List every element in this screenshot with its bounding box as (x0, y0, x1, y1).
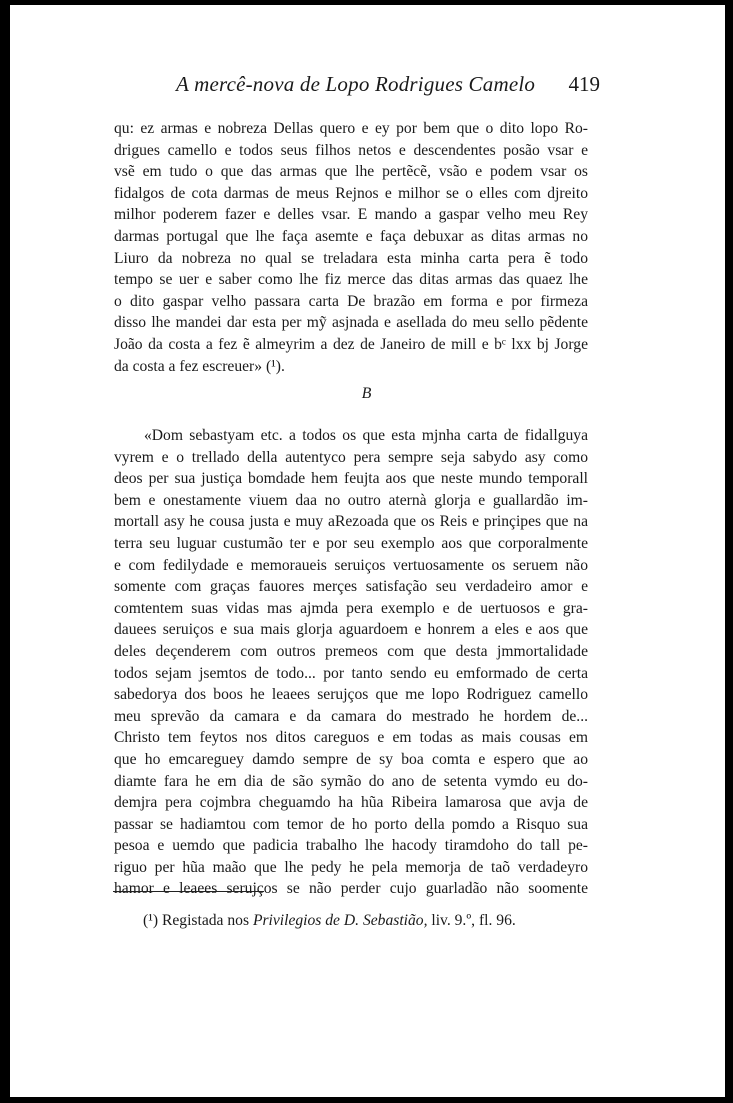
text-line: «Dom sebastyam etc. a todos os que esta mjnha carta de fidallguya (144, 427, 588, 444)
body-text-block-1 (114, 118, 588, 377)
text-line: pesoa e uemdo que padicia trabalho lhe hacody tiramdoho do tall pe- (114, 837, 588, 855)
text-line: darmas portugal que lhe faça asemte e faça debuxar as ditas armas no (114, 227, 588, 245)
text-line: o dito gaspar velho passara carta De brazão em forma e por firmeza (114, 292, 588, 310)
text-line: sabedorya dos boos he leaees serujços que me lopo Rodriguez camello (114, 686, 588, 704)
text-line: vsẽ em tudo o que das armas que lhe pertẽcẽ, vsão e podem vsar os (114, 163, 588, 181)
page-number: 419 (568, 72, 600, 96)
body-text-block-2 (114, 425, 588, 900)
text-line: disso lhe mandei dar esta per mỹ asjnada e asellada do meu sello pẽdente (114, 314, 588, 332)
text-line: demjra pera cojmbra cheguamdo ha hũa Ribeira lamarosa que avja de (114, 794, 588, 812)
text-line: tempo se uer e saber como lhe fiz merce das ditas armas das quaez lhe (114, 271, 588, 289)
text-line: passar se hadiamtou com temor de ho porto della pomdo a Risquo sua (114, 815, 588, 833)
text-line: todos sejam jsemtos de todo... por tanto sendo eu emformado de certa (114, 664, 588, 682)
text-line: João da costa a fez ẽ almeyrim a dez de Janeiro de mill e bᶜ lxx bj Jorge (114, 335, 588, 353)
footnote-marker: (¹) (143, 912, 159, 929)
footnote-title: Privilegios de D. Sebastião, (252, 912, 428, 929)
text-line: drigues camello e todos seus filhos netos e descendentes posão vsar e (114, 141, 588, 159)
text-line: terra seu luguar custumão ter e por seu exemplo aos que corporalmente (114, 534, 588, 552)
footnote-rule (113, 891, 264, 892)
text-line: mortall asy he cousa justa e muy aRezoada que os Reis e prinçipes que na (114, 513, 588, 531)
footnote-lead: Registada nos (161, 912, 250, 929)
text-line: qu: ez armas e nobreza Dellas quero e ey por bem que o dito lopo Ro- (114, 120, 588, 137)
text-line: vyrem e o trellado della autentyco pera sempre seja sabydo asy como (114, 448, 588, 466)
footnote-ref: liv. 9.º, fl. 96. (431, 912, 516, 929)
text-line: que ho emcareguey damdo sempre de sy boa comta e espero que ao (114, 750, 588, 768)
text-line: deos per sua justiça bomdade hem feujta aos que neste mundo temporall (114, 470, 588, 488)
text-line: comtentem suas vidas mas ajmda pera exemplo e de uertuosos e gra- (114, 599, 588, 617)
text-line: meu sprevão da camara e da camara do mestrado he hordem de... (114, 707, 588, 725)
text-line: deles deçenderem com outros premeos com que desta jmmortalidade (114, 642, 588, 660)
text-line: Christo tem feytos nos ditos careguos e em todas as mais cousas em (114, 729, 588, 747)
text-line: somente com graças fauores merçes satisfação seu verdadeiro amor e (114, 578, 588, 596)
footnote (143, 912, 516, 930)
text-line: milhor poderem fazer e delles vsar. E mando a gaspar velho meu Rey (114, 206, 588, 224)
text-line: fidalgos de cota darmas de meus Rejnos e milhor se o elles com djreito (114, 184, 588, 202)
text-line: diamte fara he em dia de são symão do ano de setenta vymdo eu do- (114, 772, 588, 790)
running-head (110, 72, 600, 102)
text-line: riguo per hũa maão que lhe pedy he pela memorja de taõ verdadeyro (114, 858, 588, 876)
text-line: da costa a fez escreuer» (¹). (114, 357, 285, 375)
text-line: Liuro da nobreza no qual se treladara esta minha carta pera ẽ todo (114, 249, 588, 267)
text-line: bem e onestamente viuem daa no outro aternà glorja e guallardão im- (114, 491, 588, 509)
text-line: hamor e leaees serujços se não perder cujo guarladão não soomente (114, 880, 588, 898)
text-line: dauees seruiços e sua mais glorja aguardoem e honrem a eles e aos que (114, 621, 588, 639)
text-line: e com fedilydade e memoraueis seruiços vertuosamente os seruem não (114, 556, 588, 574)
section-letter: B (361, 385, 372, 402)
running-title: A mercê-nova de Lopo Rodrigues Camelo (176, 72, 536, 96)
